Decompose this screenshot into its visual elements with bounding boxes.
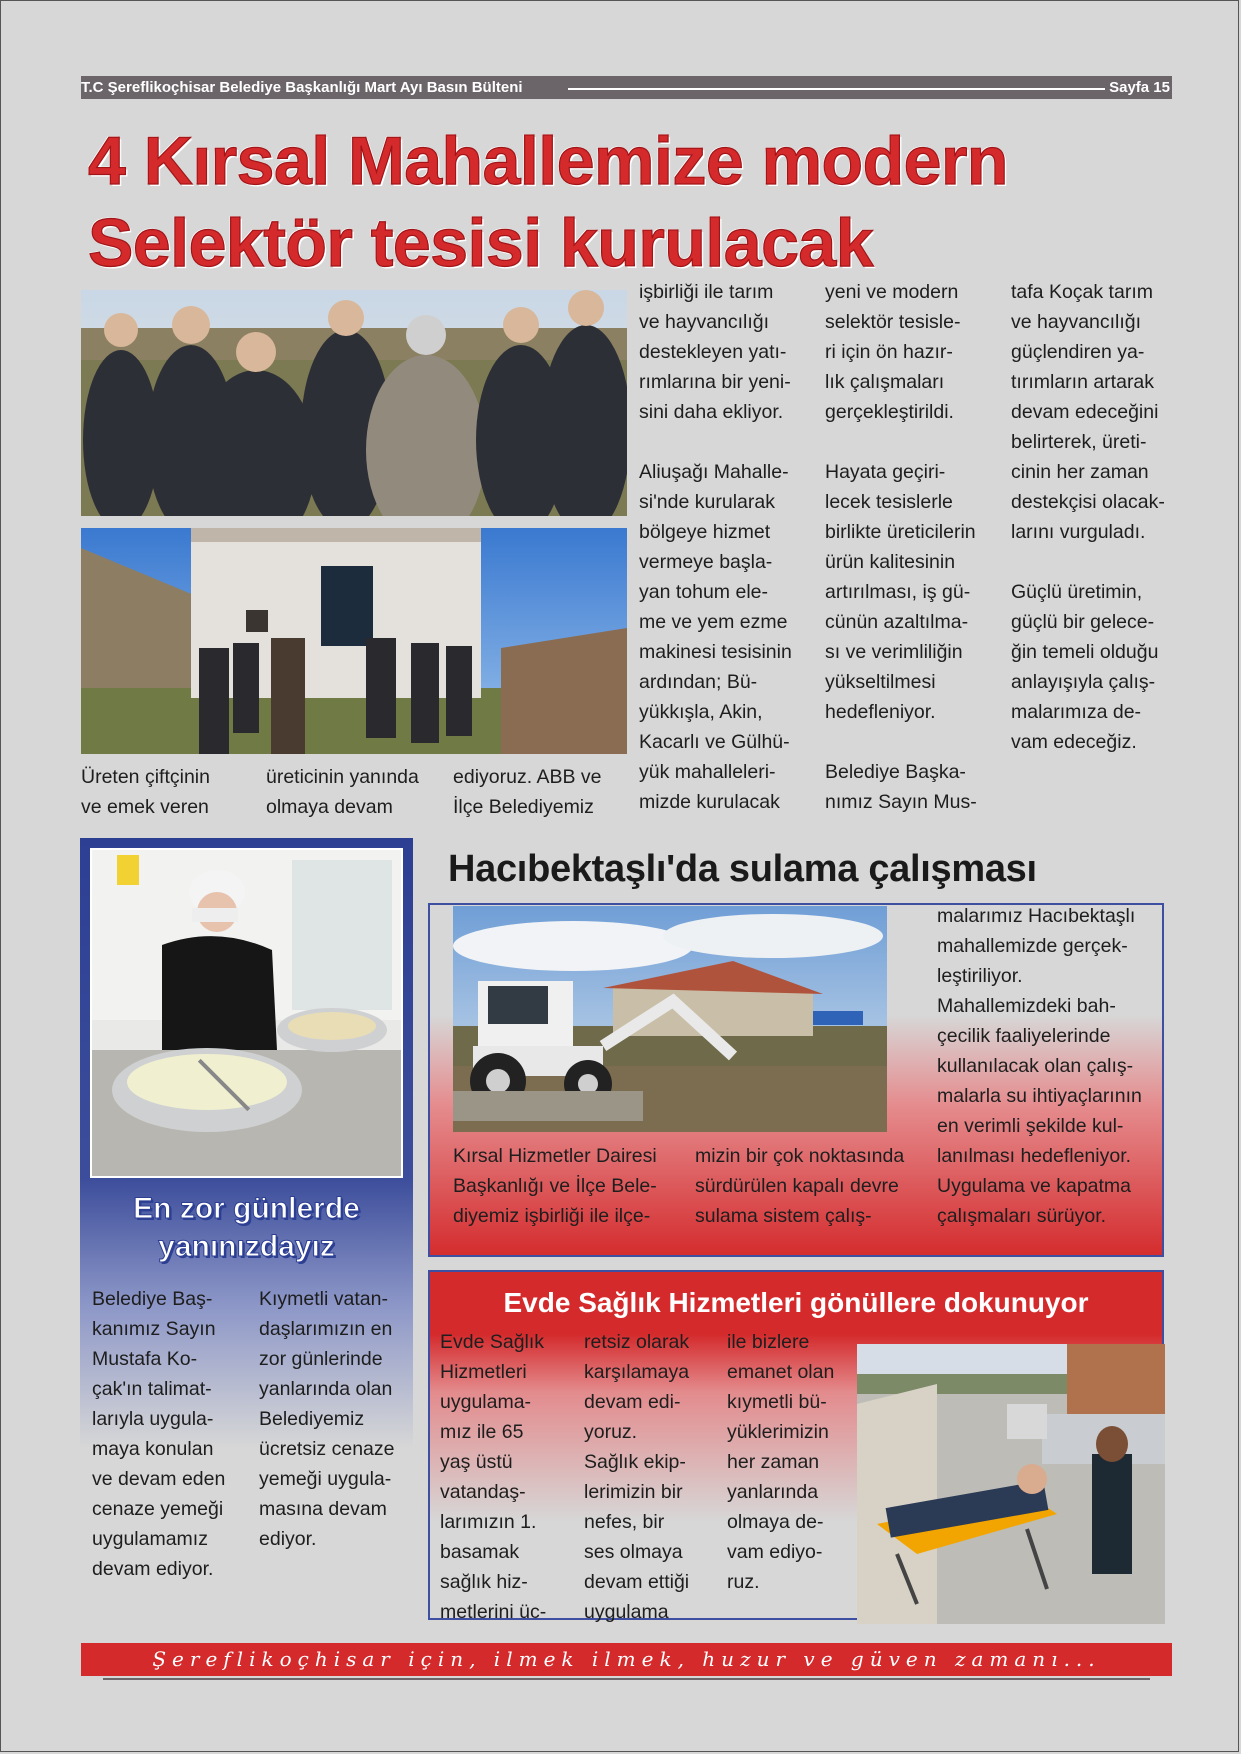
text-line: çecilik faaliyelerinde xyxy=(937,1025,1111,1047)
text-line: Sağlık ekip- xyxy=(584,1451,686,1473)
text-line: ses olmaya xyxy=(584,1541,683,1563)
text-line: devam ettiği xyxy=(584,1571,690,1593)
photo-village-building xyxy=(81,528,627,754)
photo-officials-field xyxy=(81,290,627,516)
text-line: ediyoruz. ABB ve xyxy=(453,766,602,788)
text-line: malarımıza de- xyxy=(1011,701,1142,723)
photo-cook-frame xyxy=(90,848,403,1178)
text-line: bölgeye hizmet xyxy=(639,521,771,543)
text-line: makinesi tesisinin xyxy=(639,641,792,663)
text-line: larımızın 1. xyxy=(440,1511,537,1533)
funeral-title-line-1: En zor günlerde xyxy=(133,1192,360,1225)
text-line: Uygulama ve kapatma xyxy=(937,1175,1132,1197)
photo-stretcher xyxy=(857,1344,1165,1624)
text-line: sı ve verimliliğin xyxy=(825,641,963,663)
text-line: kanımız Sayın xyxy=(92,1318,216,1340)
text-line: belirterek, üreti- xyxy=(1011,431,1147,453)
text-line: birlikte üreticilerin xyxy=(825,521,976,543)
funeral-col-1 xyxy=(92,1284,234,1584)
text-line: vatandaş- xyxy=(440,1481,526,1503)
text-line: leştiriliyor. xyxy=(937,965,1023,987)
text-line: retsiz olarak xyxy=(584,1331,690,1353)
text-line: vermeye başla- xyxy=(639,551,773,573)
irrigation-col-left xyxy=(453,1141,671,1231)
text-line: ile bizlere xyxy=(727,1331,810,1353)
text-line: destekçisi olacak- xyxy=(1011,491,1165,513)
main-below-col-1 xyxy=(81,762,247,822)
text-line: lık çalışmaları xyxy=(825,371,945,393)
text-line: vam ediyo- xyxy=(727,1541,823,1563)
main-col-1 xyxy=(639,277,800,817)
text-line: me ve yem ezme xyxy=(639,611,788,633)
text-line: yaş üstü xyxy=(440,1451,513,1473)
irrigation-col-mid xyxy=(695,1141,911,1231)
health-col-2 xyxy=(584,1327,701,1627)
text-line xyxy=(825,727,986,757)
text-line: Üreten çiftçinin xyxy=(81,766,210,788)
text-line: karşılamaya xyxy=(584,1361,690,1383)
health-title: Evde Sağlık Hizmetleri gönüllere dokunuyor xyxy=(503,1287,1089,1318)
text-line: mahallemizde gerçek- xyxy=(937,935,1128,957)
headline-line-2: Selektör tesisi kurulacak xyxy=(88,205,874,281)
text-line xyxy=(639,427,800,457)
text-line: Mustafa Ko- xyxy=(92,1348,198,1370)
text-line: devam edeceğini xyxy=(1011,401,1159,423)
text-line: Güçlü üretimin, xyxy=(1011,581,1143,603)
text-line: tırımların artarak xyxy=(1011,371,1155,393)
text-line: anlayışıyla çalış- xyxy=(1011,671,1156,693)
text-line: basamak xyxy=(440,1541,520,1563)
funeral-title xyxy=(80,1190,413,1266)
text-line: daşlarımızın en xyxy=(259,1318,393,1340)
text-line: si'nde kurularak xyxy=(639,491,775,513)
text-line: uygulama xyxy=(584,1601,669,1623)
text-line: yükkışla, Akin, xyxy=(639,701,763,723)
funeral-col-2 xyxy=(259,1284,401,1554)
text-line: selektör tesisle- xyxy=(825,311,961,333)
text-line: vam edeceğiz. xyxy=(1011,731,1137,753)
text-line: işbirliği ile tarım xyxy=(639,281,774,303)
text-line: uygulama- xyxy=(440,1391,532,1413)
text-line: ve hayvancılığı xyxy=(639,311,770,333)
text-line: malarla su ihtiyaçlarının xyxy=(937,1085,1142,1107)
footer-slogan: Şereflikoçhisar için, ilmek ilmek, huzur ve güven zamanı... xyxy=(152,1647,1101,1671)
text-line: rımlarına bir yeni- xyxy=(639,371,791,393)
text-line: Başkanlığı ve İlçe Bele- xyxy=(453,1175,657,1197)
text-line: Belediyemiz xyxy=(259,1408,365,1430)
text-line: larıyla uygula- xyxy=(92,1408,214,1430)
text-line: sini daha ekliyor. xyxy=(639,401,784,423)
text-line: emanet olan xyxy=(727,1361,835,1383)
headline-line-1: 4 Kırsal Mahallemize modern xyxy=(88,123,1008,199)
text-line: yük mahalleleri- xyxy=(639,761,776,783)
text-line: ediyor. xyxy=(259,1528,317,1550)
text-line: ücretsiz cenaze xyxy=(259,1438,395,1460)
text-line: çalışmaları sürüyor. xyxy=(937,1205,1107,1227)
text-line: Belediye Başka- xyxy=(825,761,966,783)
text-line: devam ediyor. xyxy=(92,1558,214,1580)
text-line: gerçekleştirildi. xyxy=(825,401,954,423)
text-line: nımız Sayın Mus- xyxy=(825,791,977,813)
text-line: Belediye Baş- xyxy=(92,1288,213,1310)
text-line: Evde Sağlık xyxy=(440,1331,545,1353)
health-col-3 xyxy=(727,1327,844,1597)
text-line: Hizmetleri xyxy=(440,1361,527,1383)
text-line: sulama sistem çalış- xyxy=(695,1205,872,1227)
main-col-3 xyxy=(1011,277,1172,757)
text-line: ve emek veren xyxy=(81,796,209,818)
text-line: ve devam eden xyxy=(92,1468,226,1490)
text-line: devam edi- xyxy=(584,1391,681,1413)
text-line: zor günlerinde xyxy=(259,1348,383,1370)
text-line: güçlü bir gelece- xyxy=(1011,611,1155,633)
header-divider xyxy=(568,88,1105,90)
text-line: Kıymetli vatan- xyxy=(259,1288,388,1310)
text-line: cünün azaltılma- xyxy=(825,611,969,633)
text-line: nefes, bir xyxy=(584,1511,665,1533)
text-line xyxy=(825,427,986,457)
text-line: sürdürülen kapalı devre xyxy=(695,1175,899,1197)
photo-excavator xyxy=(453,906,887,1132)
text-line: maya konulan xyxy=(92,1438,214,1460)
irrigation-title: Hacıbektaşlı'da sulama çalışması xyxy=(448,848,1037,890)
funeral-title-line-2: yanınızdayız xyxy=(158,1230,335,1263)
text-line: olmaya de- xyxy=(727,1511,824,1533)
page-number: Sayfa 15 xyxy=(1109,79,1170,96)
text-line: cinin her zaman xyxy=(1011,461,1149,483)
text-line: uygulamamız xyxy=(92,1528,208,1550)
text-line: mız ile 65 xyxy=(440,1421,524,1443)
text-line: diyemiz işbirliği ile ilçe- xyxy=(453,1205,651,1227)
text-line: Hayata geçiri- xyxy=(825,461,946,483)
text-line: yoruz. xyxy=(584,1421,638,1443)
text-line: yanlarında xyxy=(727,1481,819,1503)
main-col-2 xyxy=(825,277,986,817)
main-below-col-2 xyxy=(266,762,428,822)
text-line: yan tohum ele- xyxy=(639,581,768,603)
text-line: her zaman xyxy=(727,1451,820,1473)
text-line: kıymetli bü- xyxy=(727,1391,827,1413)
irrigation-col-right xyxy=(937,901,1153,1231)
text-line: tafa Koçak tarım xyxy=(1011,281,1153,303)
text-line: güçlendiren ya- xyxy=(1011,341,1145,363)
text-line: çak'ın talimat- xyxy=(92,1378,212,1400)
text-line: Aliuşağı Mahalle- xyxy=(639,461,789,483)
text-line: cenaze yemeği xyxy=(92,1498,224,1520)
text-line: mizde kurulacak xyxy=(639,791,780,813)
text-line: metlerini üc- xyxy=(440,1601,547,1623)
text-line xyxy=(1011,547,1172,577)
text-line: lecek tesislerle xyxy=(825,491,953,513)
health-col-1 xyxy=(440,1327,558,1627)
text-line: hedefleniyor. xyxy=(825,701,936,723)
text-line: yeni ve modern xyxy=(825,281,959,303)
main-below-col-3 xyxy=(453,762,614,822)
text-line: artırılması, iş gü- xyxy=(825,581,971,603)
text-line: yüklerimizin xyxy=(727,1421,829,1443)
text-line: yanlarında olan xyxy=(259,1378,393,1400)
text-line: Mahallemizdeki bah- xyxy=(937,995,1116,1017)
text-line: üreticinin yanında xyxy=(266,766,419,788)
text-line: İlçe Belediyemiz xyxy=(453,796,594,818)
text-line: masına devam xyxy=(259,1498,387,1520)
text-line: lerimizin bir xyxy=(584,1481,683,1503)
header-title: T.C Şereflikoçhisar Belediye Başkanlığı Mart Ayı Basın Bülteni xyxy=(81,79,523,96)
text-line: Kırsal Hizmetler Dairesi xyxy=(453,1145,657,1167)
text-line: sağlık hiz- xyxy=(440,1571,528,1593)
text-line: kullanılacak olan çalış- xyxy=(937,1055,1134,1077)
text-line: larını vurguladı. xyxy=(1011,521,1146,543)
text-line: yükseltilmesi xyxy=(825,671,936,693)
text-line: olmaya devam xyxy=(266,796,393,818)
text-line: destekleyen yatı- xyxy=(639,341,787,363)
text-line: en verimli şekilde kul- xyxy=(937,1115,1124,1137)
main-headline xyxy=(88,120,1168,284)
text-line: malarımız Hacıbektaşlı xyxy=(937,905,1136,927)
text-line: ruz. xyxy=(727,1571,760,1593)
text-line: ğin temeli olduğu xyxy=(1011,641,1159,663)
text-line: ürün kalitesinin xyxy=(825,551,956,573)
text-line: ardından; Bü- xyxy=(639,671,758,693)
text-line: ve hayvancılığı xyxy=(1011,311,1142,333)
photo-cook xyxy=(92,850,401,1176)
text-line: yemeği uygula- xyxy=(259,1468,392,1490)
text-line: lanılması hedefleniyor. xyxy=(937,1145,1132,1167)
text-line: mizin bir çok noktasında xyxy=(695,1145,905,1167)
text-line: Kacarlı ve Gülhü- xyxy=(639,731,790,753)
footer-divider xyxy=(103,1678,1150,1680)
text-line: ri için ön hazır- xyxy=(825,341,953,363)
